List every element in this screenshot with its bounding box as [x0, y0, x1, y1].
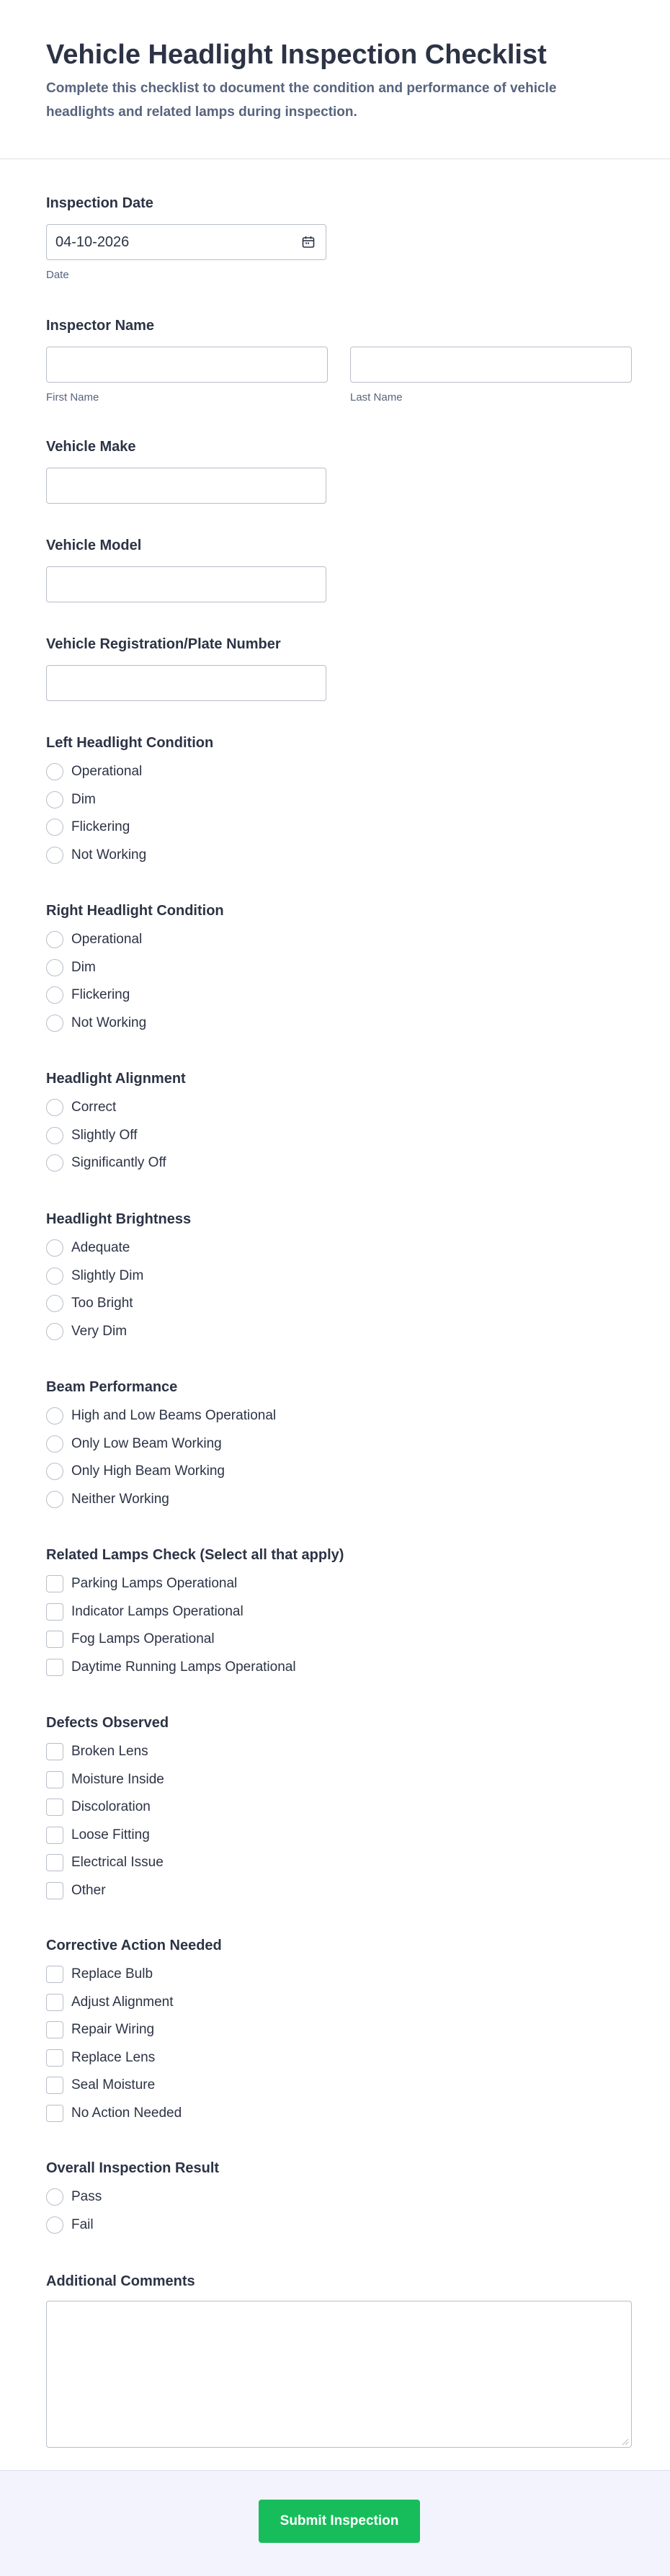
radio-option[interactable]	[46, 1430, 276, 1458]
radio-button[interactable]	[46, 1267, 63, 1285]
related-lamps-field	[46, 1546, 344, 1681]
brightness-label: Headlight Brightness	[46, 1211, 192, 1227]
radio-button[interactable]	[46, 1323, 63, 1340]
result-field	[46, 2160, 219, 2239]
radio-button[interactable]	[46, 2216, 63, 2234]
vehicle-make-label: Vehicle Make	[46, 439, 136, 455]
form-description: Complete this checklist to document the condition and performance of vehicle headlights and related lamps during inspection.	[46, 81, 557, 120]
checkbox[interactable]	[46, 1994, 63, 2011]
vehicle-model-field	[46, 537, 326, 602]
checkbox[interactable]	[46, 1743, 63, 1760]
related-lamps-label: Related Lamps Check (Select all that apply)	[46, 1547, 344, 1563]
option-label: Moisture Inside	[71, 1771, 164, 1787]
checkbox[interactable]	[46, 1659, 63, 1676]
radio-option[interactable]	[46, 954, 224, 982]
inspection-date-field	[46, 195, 326, 282]
radio-option[interactable]	[46, 842, 213, 870]
option-label: Electrical Issue	[71, 1855, 164, 1871]
checkbox-option[interactable]	[46, 1849, 169, 1877]
option-label: Loose Fitting	[71, 1827, 150, 1842]
vehicle-model-input[interactable]	[46, 566, 326, 602]
option-label: Too Bright	[71, 1296, 133, 1311]
option-label: Fog Lamps Operational	[71, 1631, 215, 1647]
radio-button[interactable]	[46, 1407, 63, 1425]
radio-button[interactable]	[46, 763, 63, 780]
resize-handle-icon[interactable]	[620, 2436, 629, 2445]
checkbox-option[interactable]	[46, 2044, 222, 2072]
checkbox-option[interactable]	[46, 1766, 169, 1794]
vehicle-make-field	[46, 438, 326, 504]
radio-button[interactable]	[46, 931, 63, 948]
option-label: Operational	[71, 764, 143, 780]
radio-option[interactable]	[46, 814, 213, 842]
inspector-name-field	[46, 317, 632, 404]
radio-button[interactable]	[46, 1154, 63, 1172]
radio-option[interactable]	[46, 1458, 276, 1486]
inspection-date-input[interactable]	[46, 224, 326, 260]
first-name-input[interactable]	[46, 347, 328, 383]
radio-button[interactable]	[46, 1435, 63, 1453]
defects-field	[46, 1714, 169, 1904]
right-headlight-field	[46, 902, 224, 1037]
checkbox[interactable]	[46, 1966, 63, 1983]
radio-button[interactable]	[46, 1491, 63, 1508]
option-label: Dim	[71, 791, 96, 807]
checkbox-option[interactable]	[46, 1961, 222, 1989]
option-label: Neither Working	[71, 1491, 169, 1507]
option-label: Daytime Running Lamps Operational	[71, 1659, 296, 1675]
checkbox-option[interactable]	[46, 1822, 169, 1850]
checkbox-option[interactable]	[46, 1989, 222, 2017]
radio-button[interactable]	[46, 819, 63, 836]
option-label: Discoloration	[71, 1799, 151, 1815]
checkbox-option[interactable]	[46, 1626, 344, 1654]
checkbox[interactable]	[46, 2021, 63, 2038]
radio-option[interactable]	[46, 1094, 186, 1122]
option-label: No Action Needed	[71, 2105, 182, 2121]
corrective-action-label: Corrective Action Needed	[46, 1938, 222, 1953]
option-label: Dim	[71, 959, 96, 975]
radio-option[interactable]	[46, 1290, 191, 1318]
checkbox[interactable]	[46, 2077, 63, 2094]
checkbox[interactable]	[46, 1799, 63, 1816]
option-label: Only Low Beam Working	[71, 1435, 222, 1451]
inspection-date-label: Inspection Date	[46, 195, 153, 211]
checkbox-option[interactable]	[46, 1654, 344, 1682]
radio-button[interactable]	[46, 1099, 63, 1116]
option-label: Repair Wiring	[71, 2022, 155, 2038]
radio-button[interactable]	[46, 1239, 63, 1257]
radio-option[interactable]	[46, 1010, 224, 1038]
checkbox[interactable]	[46, 1827, 63, 1844]
option-label: Other	[71, 1882, 106, 1898]
radio-button[interactable]	[46, 1015, 63, 1032]
radio-option[interactable]	[46, 2183, 219, 2211]
option-label: Not Working	[71, 1015, 147, 1030]
option-label: Adjust Alignment	[71, 1994, 174, 2010]
radio-option[interactable]	[46, 1149, 186, 1177]
radio-option[interactable]	[46, 1234, 191, 1262]
option-label: Indicator Lamps Operational	[71, 1603, 244, 1619]
result-label: Overall Inspection Result	[46, 2160, 220, 2176]
calendar-icon[interactable]	[301, 235, 316, 249]
alignment-label: Headlight Alignment	[46, 1071, 186, 1087]
corrective-action-field	[46, 1937, 222, 2127]
radio-button[interactable]	[46, 791, 63, 808]
option-label: High and Low Beams Operational	[71, 1408, 277, 1424]
radio-option[interactable]	[46, 786, 213, 814]
option-label: Seal Moisture	[71, 2077, 156, 2093]
checkbox-option[interactable]	[46, 1738, 169, 1766]
option-label: Flickering	[71, 819, 130, 835]
defects-label: Defects Observed	[46, 1715, 169, 1731]
radio-button[interactable]	[46, 847, 63, 864]
option-label: Pass	[71, 2189, 102, 2205]
radio-option[interactable]	[46, 1402, 276, 1430]
radio-option[interactable]	[46, 1262, 191, 1291]
comments-textarea[interactable]	[46, 2301, 632, 2448]
submit-button[interactable]: Submit Inspection	[259, 2500, 420, 2543]
option-label: Broken Lens	[71, 1744, 148, 1760]
inspector-name-label: Inspector Name	[46, 318, 155, 334]
option-label: Fail	[71, 2216, 94, 2232]
alignment-field	[46, 1070, 186, 1177]
vehicle-model-label: Vehicle Model	[46, 538, 142, 553]
checkbox-option[interactable]	[46, 2100, 222, 2128]
checkbox-option[interactable]	[46, 1877, 169, 1905]
radio-button[interactable]	[46, 986, 63, 1004]
option-label: Slightly Dim	[71, 1267, 144, 1283]
last-name-sublabel: Last Name	[350, 391, 403, 404]
checkbox-option[interactable]	[46, 1570, 344, 1598]
checkbox[interactable]	[46, 2049, 63, 2067]
checkbox[interactable]	[46, 1854, 63, 1871]
last-name-input[interactable]	[350, 347, 632, 383]
radio-option[interactable]	[46, 1486, 276, 1514]
checkbox-option[interactable]	[46, 1793, 169, 1822]
beam-field	[46, 1378, 276, 1513]
radio-option[interactable]	[46, 981, 224, 1010]
vehicle-registration-field	[46, 636, 326, 701]
radio-option[interactable]	[46, 758, 213, 786]
form-header	[0, 0, 670, 159]
radio-button[interactable]	[46, 1127, 63, 1144]
option-label: Only High Beam Working	[71, 1463, 225, 1479]
checkbox-option[interactable]	[46, 2016, 222, 2044]
radio-option[interactable]	[46, 1318, 191, 1346]
option-label: Parking Lamps Operational	[71, 1576, 238, 1592]
radio-option[interactable]	[46, 2211, 219, 2239]
option-label: Very Dim	[71, 1323, 128, 1339]
form-footer	[0, 2470, 670, 2576]
beam-label: Beam Performance	[46, 1379, 178, 1395]
radio-button[interactable]	[46, 1295, 63, 1312]
option-label: Slightly Off	[71, 1127, 138, 1143]
checkbox-option[interactable]	[46, 2072, 222, 2100]
right-headlight-label: Right Headlight Condition	[46, 903, 224, 919]
checkbox[interactable]	[46, 1631, 63, 1648]
comments-label: Additional Comments	[46, 2273, 195, 2289]
form-title: Vehicle Headlight Inspection Checklist	[46, 40, 547, 70]
radio-button[interactable]	[46, 959, 63, 976]
checkbox[interactable]	[46, 1575, 63, 1592]
inspection-date-sublabel: Date	[46, 269, 69, 281]
radio-button[interactable]	[46, 1463, 63, 1480]
left-headlight-field	[46, 734, 213, 869]
option-label: Significantly Off	[71, 1155, 166, 1171]
radio-option[interactable]	[46, 926, 224, 954]
brightness-field	[46, 1211, 191, 1345]
option-label: Not Working	[71, 847, 147, 863]
checkbox[interactable]	[46, 1882, 63, 1899]
checkbox[interactable]	[46, 2105, 63, 2122]
vehicle-registration-label: Vehicle Registration/Plate Number	[46, 636, 281, 652]
left-headlight-label: Left Headlight Condition	[46, 735, 214, 751]
checkbox[interactable]	[46, 1603, 63, 1621]
radio-button[interactable]	[46, 2188, 63, 2206]
option-label: Adequate	[71, 1240, 130, 1256]
inspection-date-value: 04-10-2026	[55, 233, 130, 250]
option-label: Correct	[71, 1100, 117, 1115]
first-name-sublabel: First Name	[46, 391, 99, 404]
option-label: Operational	[71, 932, 143, 948]
comments-field	[46, 2273, 632, 2448]
checkbox-option[interactable]	[46, 1598, 344, 1626]
vehicle-make-input[interactable]	[46, 468, 326, 504]
checkbox[interactable]	[46, 1771, 63, 1788]
vehicle-registration-input[interactable]	[46, 665, 326, 701]
option-label: Replace Lens	[71, 2049, 156, 2065]
option-label: Flickering	[71, 987, 130, 1003]
option-label: Replace Bulb	[71, 1966, 153, 1982]
radio-option[interactable]	[46, 1122, 186, 1150]
